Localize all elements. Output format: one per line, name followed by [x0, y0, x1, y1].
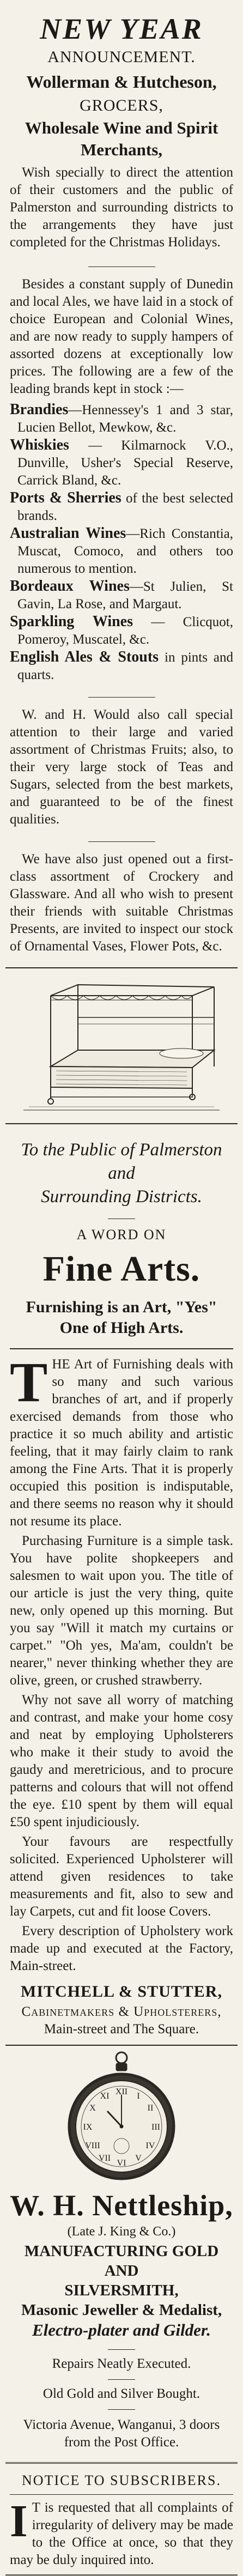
product-item: English Ales & Stouts in pints and quarts. — [10, 648, 233, 682]
svg-text:VI: VI — [117, 2158, 126, 2168]
fine-arts-paragraph-2: Purchasing Furniture is a simple task. You have polite shopkeepers and salesmen to wait upon you. The title of our article is just the very thing, quite new, only opened up this morning. But you say "Will it match my curtains or carpet." "Oh yes, Ma'am, couldn't be nearer," never thinking whether they are olive, green, or crushed strawberry. — [10, 1533, 233, 1688]
svg-text:VII: VII — [98, 2153, 111, 2163]
svg-text:XII: XII — [115, 2087, 128, 2096]
svg-text:VIII: VIII — [85, 2141, 100, 2150]
fine-arts-advert — [10, 1138, 233, 2037]
svg-text:V: V — [135, 2153, 142, 2163]
divider — [88, 697, 155, 698]
stock-paragraph: Besides a constant supply of Dunedin and local Ales, we have laid in a stock of choice European and Colonial Wines, and are now ready to supply hampers of assorted dozens at exceptionally low prices. The following are a few of the leading brands kept in stock :— — [10, 277, 233, 396]
product-item: Brandies—Hennessey's 1 and 3 star, Lucien Bellot, Mewkow, &c. — [10, 401, 233, 435]
divider — [108, 2409, 135, 2410]
four-poster-bed-illustration — [18, 974, 225, 1120]
jeweller-trade-1: MANUFACTURING GOLD AND — [24, 2242, 219, 2280]
advert-title: NEW YEAR — [40, 13, 203, 45]
section-rule — [5, 1123, 238, 1124]
svg-text:XI: XI — [100, 2091, 110, 2101]
trade-line-2: Wholesale Wine and Spirit — [25, 118, 218, 137]
jeweller-trade-4: Electro-plater and Gilder. — [32, 2320, 211, 2339]
product-item: Ports & Sherries of the best selected brands. — [10, 489, 233, 523]
svg-text:III: III — [151, 2122, 160, 2132]
to-public-line-2: Surrounding Districts. — [41, 1187, 202, 1207]
trade-line-3: Merchants, — [80, 140, 163, 159]
old-gold-line: Old Gold and Silver Bought. — [42, 2386, 201, 2401]
jeweller-address: Victoria Avenue, Wanganui, 3 doors from the Post Office. — [23, 2417, 220, 2450]
product-item: Sparkling Wines — Clicquot, Pomeroy, Muscatel, &c. — [10, 613, 233, 647]
svg-text:IX: IX — [83, 2122, 93, 2132]
fine-arts-paragraph-4: Your favours are respectfully solicited. Experienced Upholsterer will attend given residences to take measurements and fit, also to sew and lay Carpets, cut and fit loose Covers. — [10, 1834, 233, 1919]
firm-name: Wollerman & Hutcheson, — [26, 72, 217, 92]
advert-subtitle: ANNOUNCEMENT. — [47, 48, 196, 66]
a-word-on: A WORD ON — [76, 1227, 167, 1242]
fine-arts-paragraph-5: Every description of Upholstery work made up and executed at the Factory, Main-street. — [10, 1923, 233, 1973]
drop-cap: T — [10, 1350, 48, 1414]
fine-arts-heading: Fine Arts. — [42, 1249, 201, 1289]
tagline-2: One of High Arts. — [59, 1318, 184, 1337]
section-rule — [5, 2045, 238, 2046]
notice-title: NOTICE TO SUBSCRIBERS. — [22, 2472, 221, 2488]
svg-text:X: X — [89, 2103, 96, 2113]
divider — [108, 2349, 135, 2350]
nettleship-advert — [10, 2191, 233, 2451]
product-item: Bordeaux Wines—St Julien, St Gavin, La Rose, and Margaut. — [10, 578, 233, 611]
divider — [88, 841, 155, 842]
drop-cap: I — [10, 2495, 28, 2547]
product-list — [10, 401, 233, 684]
jeweller-predecessor: (Late J. King & Co.) — [67, 2224, 176, 2239]
section-rule — [5, 967, 238, 968]
product-item: Australian Wines—Rich Constantia, Muscat, Comoco, and others too numerous to mention. — [10, 525, 233, 576]
upholsterer-address: Main-street and The Square. — [44, 2021, 199, 2036]
to-public-line-1: To the Public of Palmerston and — [21, 1140, 222, 1183]
jeweller-trade-3: Masonic Jeweller & Medalist, — [21, 2301, 222, 2319]
trade-line-1: GROCERS, — [80, 96, 163, 114]
divider — [88, 266, 155, 267]
crockery-paragraph: We have also just opened out a first-class assortment of Crockery and Glassware. And all who wish to present their friends with suitable Christmas Presents, are invited to inspect our stock of Ornamental Vases, Flower Pots, &c. — [10, 852, 233, 954]
repairs-line: Repairs Neatly Executed. — [52, 2356, 191, 2371]
svg-text:II: II — [147, 2103, 154, 2113]
upholsterer-firm-name: MITCHELL & STUTTER, — [21, 1982, 222, 2001]
pocket-watch-illustration — [67, 2050, 176, 2186]
divider — [108, 2379, 135, 2380]
svg-text:I: I — [137, 2091, 140, 2101]
notice-paragraph: I T is requested that all complaints of irregularity of delivery may be made to the Office at once, so that they may be duly inquired into. — [10, 2495, 233, 2567]
intro-paragraph: Wish specially to direct the attention of their customers and the public of Palmerston and surrounding districts to the arrangements they have just completed for the Christmas Holidays. — [10, 165, 233, 250]
fine-arts-paragraph-1: THE Art of Furnishing deals with so many and such various branches of art, and if properly exercised demands from those who practice it so much ability and artistic feeling, that it may fairly claim to rank among the Fine Arts. That it is properly occupied this position is indisputable, and there seems no reason why it should not resume its place. — [10, 1350, 233, 1529]
svg-text:IV: IV — [145, 2141, 155, 2150]
divider — [10, 2494, 233, 2495]
new-year-advert — [10, 0, 233, 955]
notice-to-subscribers — [5, 2462, 238, 2576]
fine-arts-paragraph-3: Why not save all worry of matching and contrast, and make your home cosy and neat by employing Upholsterers who make it their study to avoid the gaudy and meretricious, and to procure patterns and colours that will not offend the eye. £10 spent by them will equal £50 spent injudiciously. — [10, 1692, 233, 1829]
tagline-1: Furnishing is an Art, "Yes" — [26, 1298, 217, 1316]
divider — [10, 1348, 233, 1349]
product-item: Whiskies — Kilmarnock V.O., Dunville, Usher's Special Reserve, Carrick Bland, &c. — [10, 437, 233, 488]
tea-paragraph: W. and H. Would also call special attention to their large and varied assortment of Christmas Fruits; also, to their very large stock of Teas and Sugars, selected from the best markets, and guaranteed to be of the finest qualities. — [10, 707, 233, 827]
upholsterer-trade: Cabinetmakers & Upholsterers, — [21, 2004, 222, 2019]
jeweller-trade-2: SILVERSMITH, — [64, 2281, 179, 2299]
jeweller-name: W. H. Nettleship, — [10, 2189, 233, 2222]
